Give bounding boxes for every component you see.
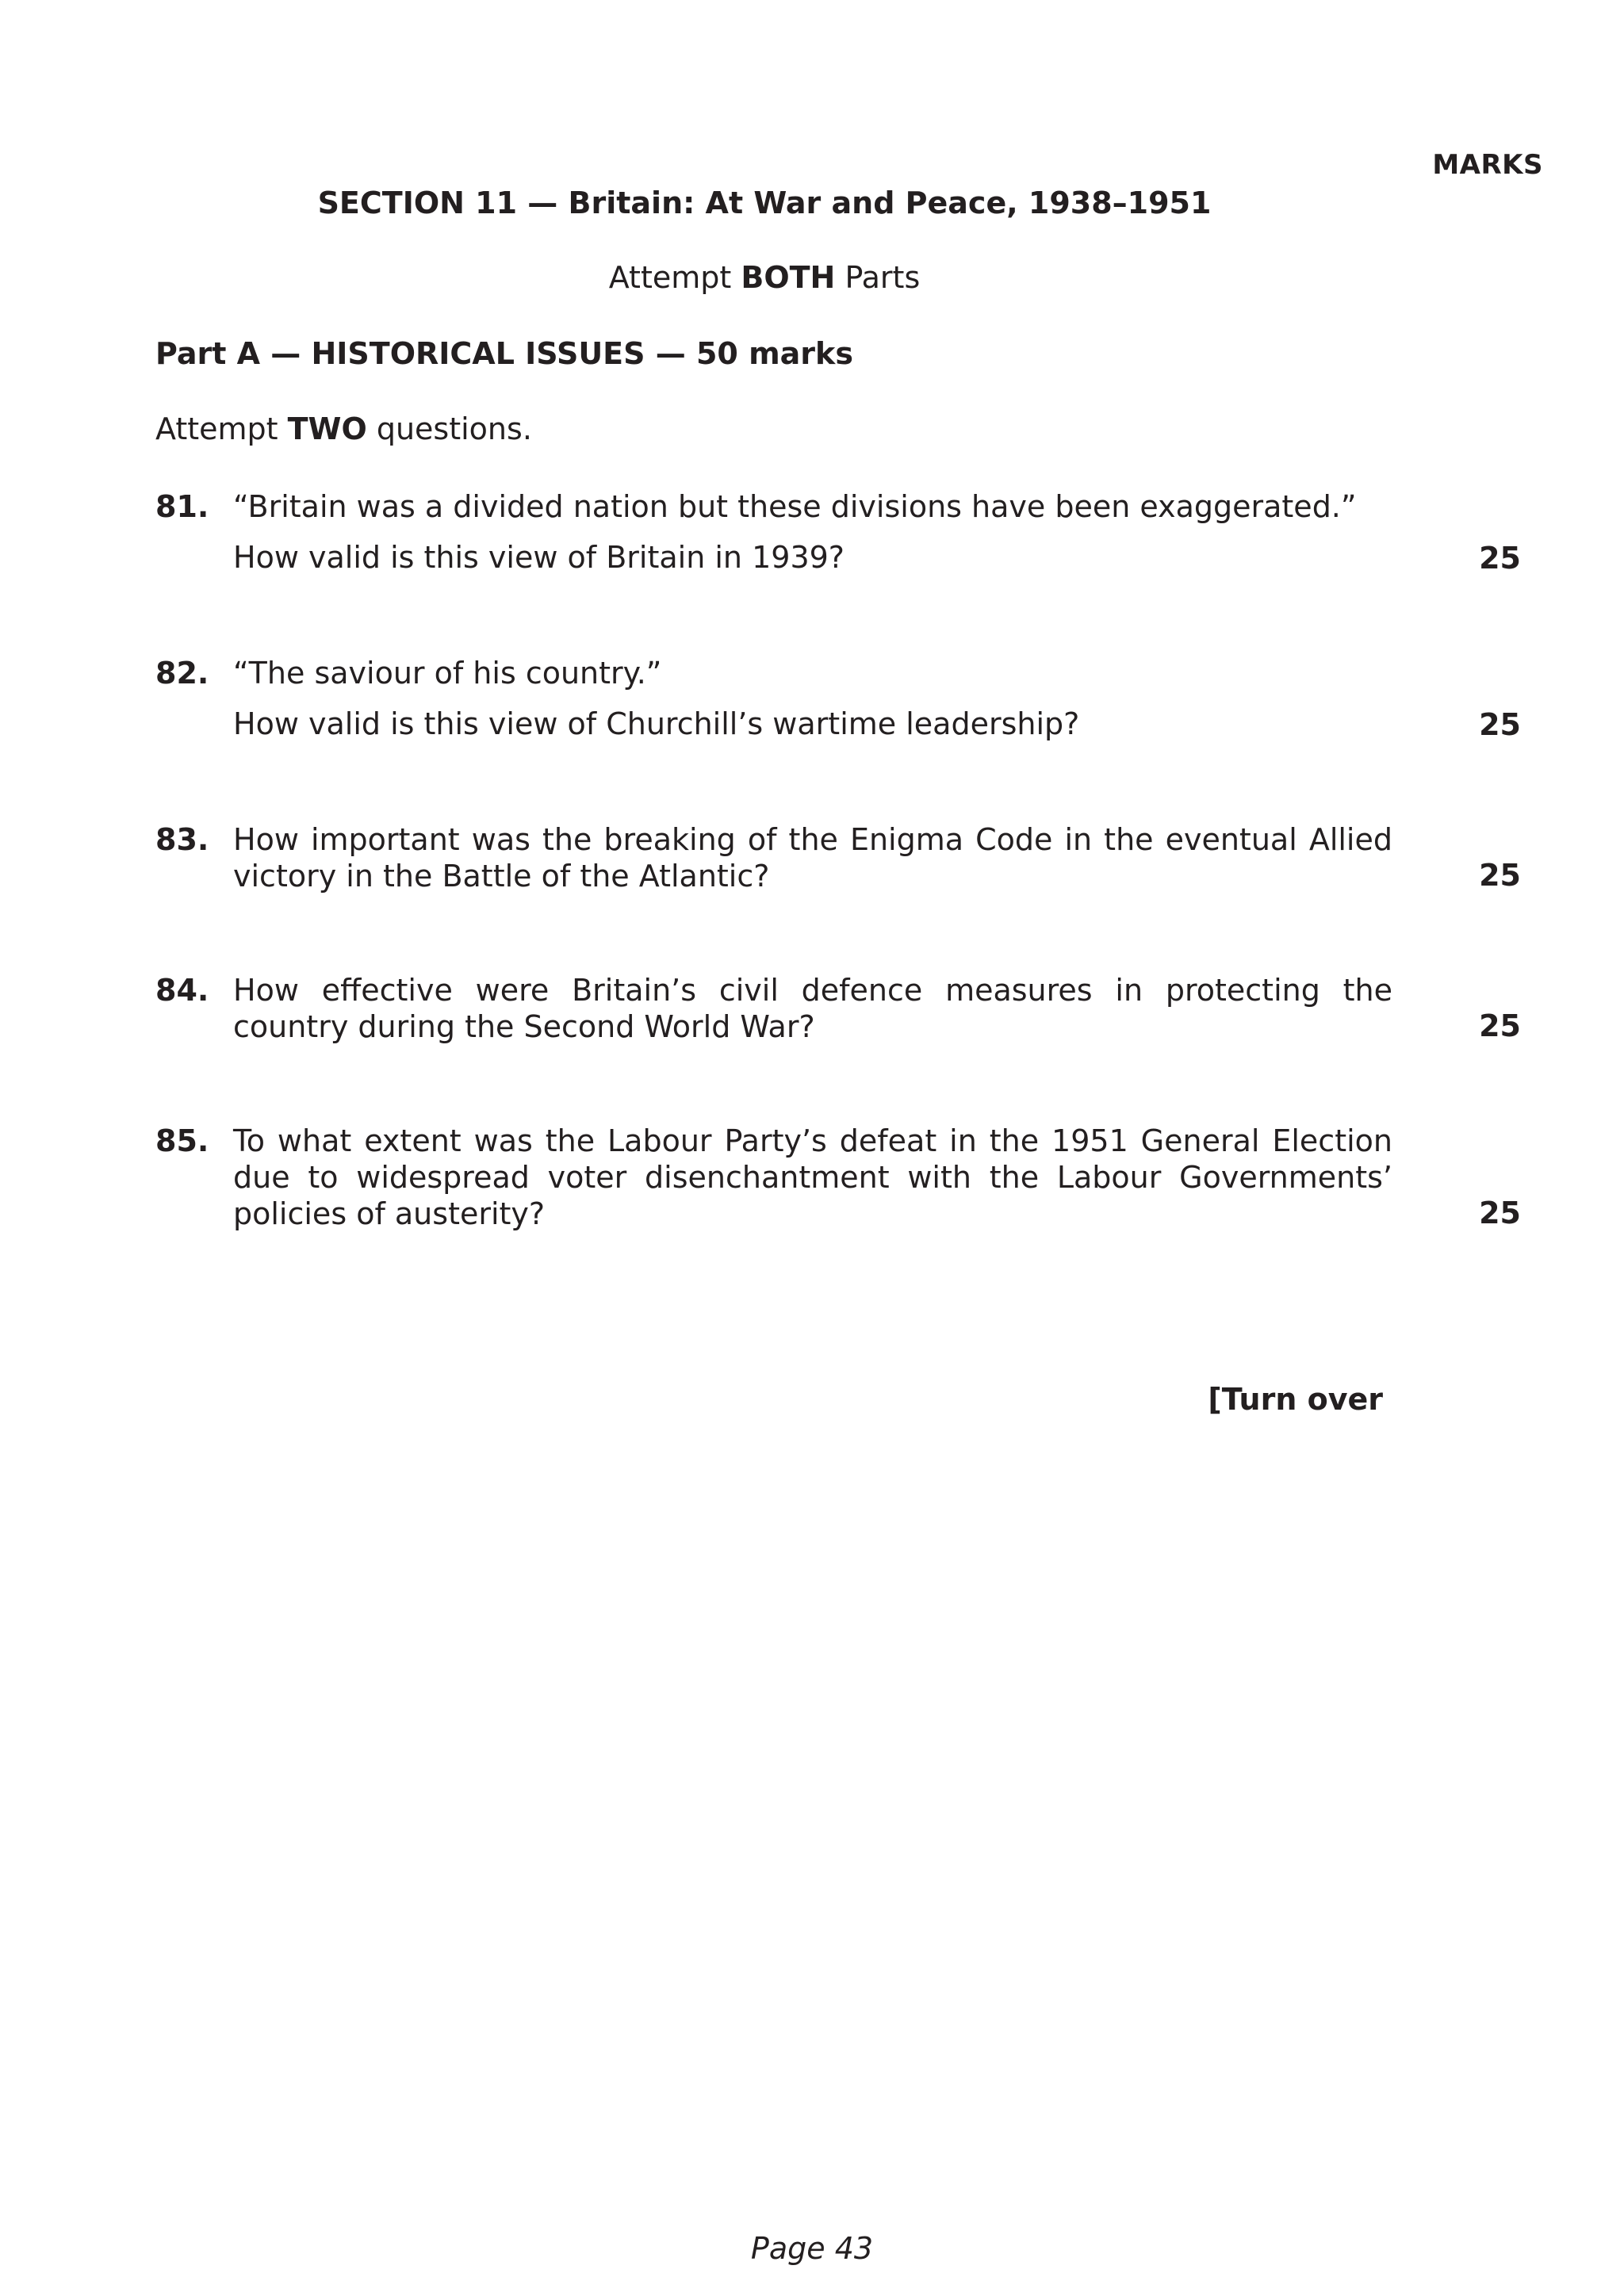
- question-body: [233, 1123, 1392, 1232]
- attempt-two-instruction: [155, 411, 532, 446]
- instruction-prefix: Attempt: [155, 411, 288, 446]
- instruction-prefix: Attempt: [608, 260, 741, 295]
- part-a-heading: Part A — HISTORICAL ISSUES — 50 marks: [155, 336, 853, 371]
- question-number: 81.: [155, 489, 209, 524]
- marks-column-header: MARKS: [1432, 149, 1543, 181]
- instruction-emphasis: TWO: [287, 411, 367, 446]
- question-84-marks: 25: [1479, 1008, 1521, 1043]
- question-body: [233, 655, 1392, 742]
- question-81-marks: 25: [1479, 541, 1521, 576]
- question-number: 82.: [155, 656, 209, 691]
- question-body: [233, 972, 1392, 1045]
- question-number: 83.: [155, 822, 209, 857]
- instruction-suffix: questions.: [366, 411, 532, 446]
- question-number: 84.: [155, 973, 209, 1008]
- attempt-both-instruction: [0, 260, 1529, 295]
- instruction-emphasis: BOTH: [741, 260, 836, 295]
- instruction-suffix: Parts: [835, 260, 921, 295]
- question-text: How effective were Britain’s civil defence measures in protecting the country during the Second World War?: [233, 973, 1392, 1044]
- question-text: How important was the breaking of the Enigma Code in the eventual Allied victory in the Battle of the Atlantic?: [233, 822, 1392, 894]
- question-text: How valid is this view of Churchill’s wartime leadership?: [233, 706, 1080, 741]
- question-quote: “The saviour of his country.”: [233, 656, 662, 691]
- section-title: SECTION 11 — Britain: At War and Peace, 1938–1951: [317, 186, 1212, 220]
- question-text: How valid is this view of Britain in 1939?: [233, 540, 845, 575]
- question-85-marks: 25: [1479, 1196, 1521, 1230]
- question-body: [233, 488, 1392, 576]
- page-number: Page 43: [750, 2231, 874, 2266]
- question-quote: “Britain was a divided nation but these divisions have been exaggerated.”: [233, 489, 1357, 524]
- question-text: To what extent was the Labour Party’s defeat in the 1951 General Election due to widespread voter disenchantment with the Labour Governments’ policies of austerity?: [233, 1123, 1392, 1231]
- turn-over-note: [Turn over: [1208, 1382, 1383, 1417]
- question-82-marks: 25: [1479, 707, 1521, 742]
- question-number: 85.: [155, 1123, 209, 1158]
- question-body: [233, 821, 1392, 894]
- question-83-marks: 25: [1479, 858, 1521, 893]
